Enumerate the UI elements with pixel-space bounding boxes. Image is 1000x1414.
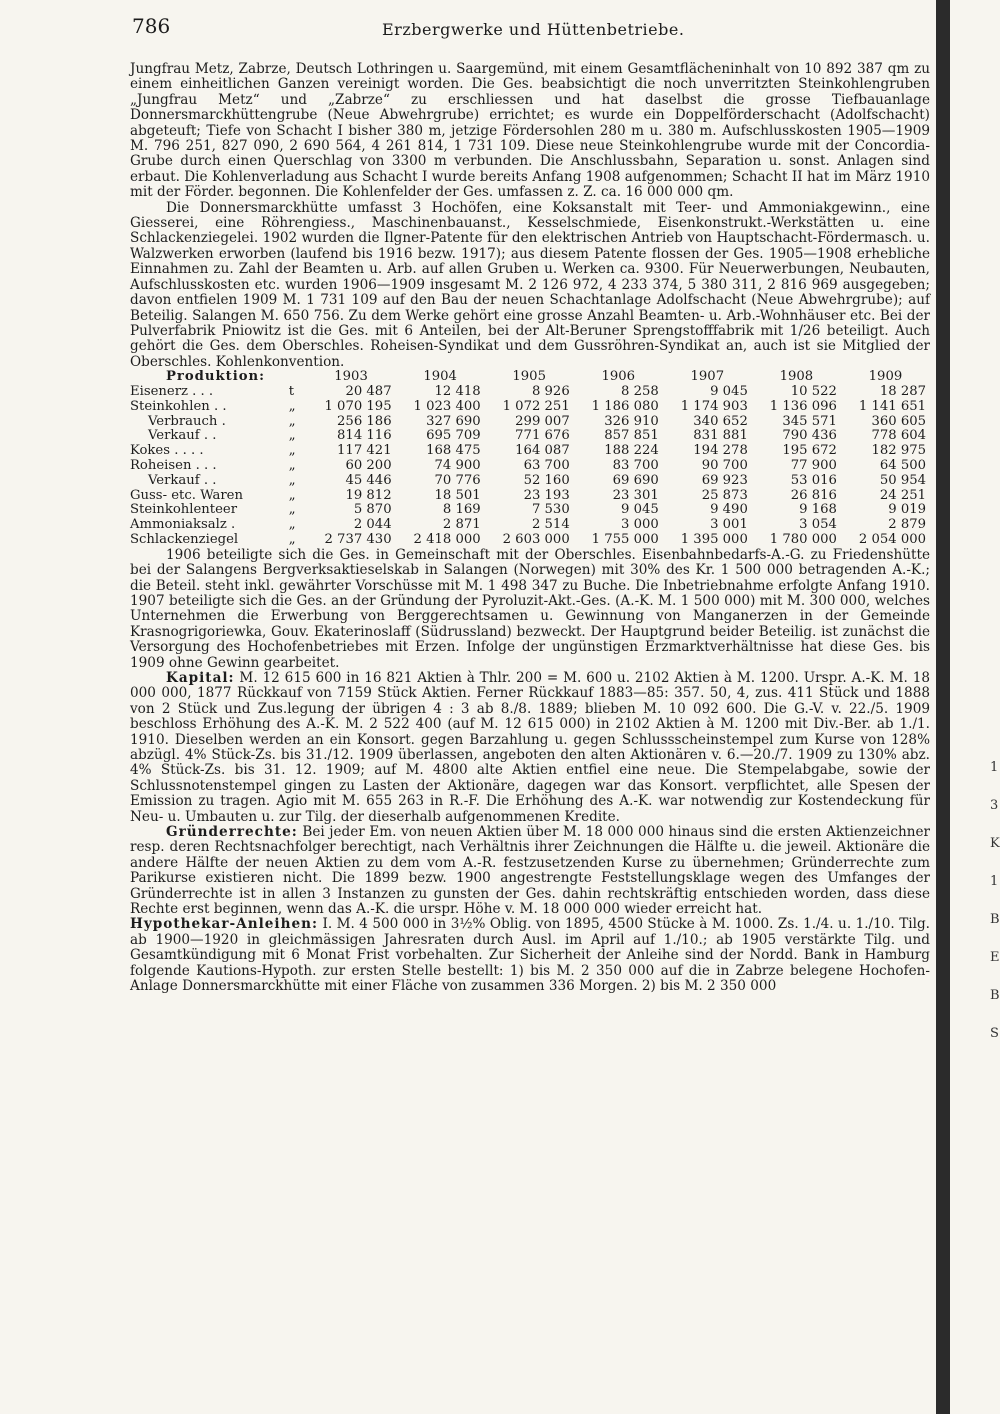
production-item: Verbrauch . (148, 413, 226, 429)
production-value: 2 514 (531, 517, 570, 533)
production-item: Ammoniaksalz . (130, 517, 236, 533)
production-value: 1 780 000 (769, 531, 837, 547)
production-item: Schlackenziegel (130, 531, 239, 547)
production-value: 360 605 (871, 413, 926, 429)
production-unit: „ (288, 472, 296, 488)
production-row (130, 444, 930, 459)
production-item: Verkauf . . (148, 428, 217, 444)
production-table (130, 370, 930, 548)
production-value: 10 522 (790, 383, 837, 399)
production-value: 3 000 (621, 517, 659, 533)
gruenderrechte-label: Gründerrechte: (166, 824, 298, 840)
year-header: 1909 (868, 369, 903, 385)
production-value: 53 016 (790, 472, 837, 488)
edge-letter: S (990, 1026, 999, 1041)
production-value: 90 700 (701, 457, 748, 473)
production-value: 8 926 (531, 383, 570, 399)
edge-letter: K (990, 836, 1000, 851)
production-value: 1 023 400 (413, 398, 481, 414)
production-value: 8 169 (442, 502, 481, 518)
production-row (130, 385, 930, 400)
production-value: 69 690 (612, 472, 659, 488)
production-value: 9 045 (621, 502, 659, 518)
production-value: 77 900 (790, 457, 837, 473)
year-header: 1906 (601, 369, 636, 385)
edge-letter: 3 (990, 798, 999, 813)
production-item: Roheisen . . . (130, 457, 217, 473)
production-value: 25 873 (701, 487, 748, 503)
paragraph-mines: Jungfrau Metz, Zabrze, Deutsch Lothringen u. Saargemünd, mit einem Gesamtflächeninhalt von 10 892 387 qm zu einem einheitlichen Ganzen vereinigt worden. Die Ges. beabsichtigt die noch unverritzten Steinkohlengruben „Jungfrau Metz“ und „Zabrze“ zu erschliessen und hat daselbst die grosse Tiefbauanlage Donnersmarckhüttengrube (Neue Abwehrgrube) errichtet; es wurde ein Doppelförderschacht (Adolfschacht) abgeteuft; Tiefe von Schacht I bisher 380 m, jetzige Fördersohlen 280 m u. 380 m. Aufschlusskosten 1905—1909 M. 796 251, 827 090, 2 690 564, 4 261 814, 1 731 109. Diese neue Steinkohlengrube wurde mit der Concordia-Grube durch einen Querschlag von 3300 m verbunden. Die Anschlussbahn, Separation u. sonst. Anlagen sind erbaut. Die Kohlenverladung aus Schacht I wurde bereits Anfang 1908 aufgenommen; Schacht II hat im März 1910 mit der Förder. begonnen. Die Kohlenfelder der Ges. umfassen z. Z. ca. 16 000 000 qm. (130, 61, 930, 201)
production-value: 194 278 (693, 443, 748, 459)
production-value: 857 851 (604, 428, 659, 444)
production-value: 1 174 903 (680, 398, 748, 414)
production-unit: „ (288, 531, 296, 547)
production-value: 70 776 (434, 472, 481, 488)
production-row (130, 459, 930, 474)
production-value: 168 475 (426, 443, 481, 459)
production-value: 24 251 (879, 487, 926, 503)
production-value: 60 200 (345, 457, 392, 473)
production-header-row (130, 370, 930, 385)
production-item: Guss- etc. Waren (130, 487, 243, 503)
paragraph-gruenderrechte (130, 825, 930, 917)
production-value: 771 676 (515, 428, 570, 444)
hypothekar-label: Hypothekar-Anleihen: (130, 916, 318, 933)
production-value: 345 571 (782, 413, 837, 429)
production-unit: „ (288, 487, 296, 503)
production-value: 814 116 (337, 428, 392, 444)
production-value: 164 087 (515, 443, 570, 459)
production-value: 50 954 (879, 472, 926, 488)
production-value: 64 500 (879, 457, 926, 473)
production-value: 18 501 (434, 487, 481, 503)
kapital-label: Kapital: (166, 669, 235, 686)
production-unit: „ (288, 398, 296, 414)
article-body (130, 62, 930, 994)
production-value: 1 141 651 (858, 398, 926, 414)
production-value: 327 690 (426, 413, 481, 429)
production-value: 19 812 (345, 487, 392, 503)
production-value: 2 054 000 (858, 531, 926, 547)
production-row (130, 474, 930, 489)
production-value: 778 604 (871, 428, 926, 444)
production-item: Steinkohlenteer (130, 502, 238, 518)
paragraph-hypothekar-anleihen (130, 917, 930, 994)
production-value: 7 530 (531, 502, 570, 518)
production-value: 23 301 (612, 487, 659, 503)
production-value: 9 045 (710, 383, 748, 399)
edge-letter: B (990, 912, 1000, 927)
paragraph-kapital (130, 671, 930, 825)
paragraph-huette: Die Donnersmarckhütte umfasst 3 Hochöfen, eine Koksanstalt mit Teer- und Ammoniakgewinn., eine Giesserei, eine Röhrengiess., Maschinenbauanst., Kesselschmiede, Eisenkonstrukt.-Werkstätten u. eine Schlackenziegelei. 1902 wurden die Ilgner-Patente für den elektrischen Antrieb von Hauptschacht-Fördermasch. u. Walzwerken erworben (laufend bis 1916 bezw. 1917); aus diesem Patente flossen der Ges. 1905—1908 erhebliche Einnahmen zu. Zahl der Beamten u. Arb. auf allen Gruben u. Werken ca. 9300. Für Neuerwerbungen, Neubauten, Aufschlusskosten etc. wurden 1906—1909 insgesamt M. 2 126 972, 4 233 374, 5 380 311, 2 816 969 ausgegeben; davon entfielen 1909 M. 1 731 109 auf den Bau der neuen Schachtanlage Adolfschacht (Neue Abwehrgrube); auf Beteilig. Salangen M. 650 756. Zu dem Werke gehört eine grosse Anzahl Beamten- u. Arb.-Wohnhäuser etc. Bei der Pulverfabrik Pniowitz ist die Ges. mit 6 Anteilen, bei der Alt-Beruner Sprengstofffabrik mit 1/26 beteiligt. Auch gehört die Ges. dem Oberschles. Roheisen-Syndikat und dem Gussröhren-Syndikat an, auch ist sie Mitglied der Oberschles. Kohlenkonvention. (130, 199, 930, 370)
production-unit: „ (288, 502, 296, 518)
production-unit: „ (288, 517, 296, 533)
production-row (130, 415, 930, 430)
production-unit: „ (288, 443, 296, 459)
production-row (130, 533, 930, 548)
production-unit: t (288, 383, 295, 399)
edge-letter: 1 (990, 760, 999, 775)
production-item: Eisenerz . . . (130, 383, 214, 399)
production-row (130, 489, 930, 504)
production-row (130, 503, 930, 518)
production-value: 831 881 (693, 428, 748, 444)
production-unit: „ (288, 457, 296, 473)
production-value: 69 923 (701, 472, 748, 488)
production-value: 2 603 000 (502, 531, 570, 547)
production-value: 23 193 (523, 487, 570, 503)
production-value: 195 672 (782, 443, 837, 459)
production-value: 9 168 (799, 502, 837, 518)
edge-letter: E (990, 950, 1000, 965)
production-value: 1 395 000 (680, 531, 748, 547)
production-value: 1 070 195 (324, 398, 392, 414)
production-value: 2 044 (353, 517, 392, 533)
production-value: 8 258 (621, 383, 659, 399)
page-number: 786 (132, 14, 171, 38)
production-value: 2 418 000 (413, 531, 481, 547)
kapital-text: M. 12 615 600 in 16 821 Aktien à Thlr. 200 = M. 600 u. 2102 Aktien à M. 1200. Urspr. A.-K. M. 18 000 000, 1877 Rückkauf von 7159 Stück Aktien. Ferner Rückkauf 1883—85: 357. 50, 4, zus. 411 Stück und 1888 von 2 Stück und Zus.legung der übrigen 4 : 3 ab 8./8. 1889; blieben M. 10 092 600. Die G.-V. v. 22./5. 1909 beschloss Erhöhung des A.-K. M. 2 522 400 (auf M. 12 615 000) in 2102 Aktien à M. 1200 mit Div.-Ber. ab 1./1. 1910. Dieselben werden an ein Konsort. gegen Barzahlung u. gegen Schlussscheinstempel zum Kurse von 128% abzügl. 4% Stück-Zs. bis 31./12. 1909 überlassen, angeboten den alten Aktionären v. 6.—20./7. 1909 zu 130% abz. 4% Stück-Zs. bis 31. 12. 1909; auf M. 4800 alte Aktien entfiel eine neue. Die Stempelabgabe, sowie der Schlussnotenstempel gingen zu Lasten der Aktionäre, dagegen war das Konsort. verpflichtet, alle Spesen der Emission zu tragen. Agio mit M. 655 263 in R.-F. Die Erhöhung des A.-K. war notwendig zur Kostendeckung für Neu- u. Umbauten u. zur Tilg. der dieserhalb aufgenommenen Kredite. (130, 669, 930, 825)
production-value: 5 870 (353, 502, 392, 518)
page-edge-shadow (936, 0, 950, 1414)
production-value: 340 652 (693, 413, 748, 429)
production-value: 299 007 (515, 413, 570, 429)
production-value: 2 879 (888, 517, 926, 533)
production-row (130, 518, 930, 533)
production-value: 52 160 (523, 472, 570, 488)
running-title: Erzbergwerke und Hüttenbetriebe. (382, 20, 685, 39)
production-row (130, 429, 930, 444)
production-value: 188 224 (604, 443, 659, 459)
production-item: Steinkohlen . . (130, 398, 227, 414)
production-value: 1 186 080 (591, 398, 659, 414)
page-header (132, 14, 932, 44)
production-value: 9 490 (710, 502, 748, 518)
production-value: 1 136 096 (769, 398, 837, 414)
production-value: 256 186 (337, 413, 392, 429)
production-value: 9 019 (888, 502, 926, 518)
production-label: Produktion: (166, 369, 265, 385)
production-value: 2 737 430 (324, 531, 392, 547)
production-value: 26 816 (790, 487, 837, 503)
production-item: Verkauf . . (148, 472, 217, 488)
production-item: Kokes . . . . (130, 443, 204, 459)
production-value: 326 910 (604, 413, 659, 429)
production-value: 20 487 (345, 383, 392, 399)
edge-letter: B (990, 988, 1000, 1003)
production-value: 790 436 (782, 428, 837, 444)
production-value: 45 446 (345, 472, 392, 488)
production-value: 695 709 (426, 428, 481, 444)
production-value: 63 700 (523, 457, 570, 473)
production-value: 74 900 (434, 457, 481, 473)
production-value: 83 700 (612, 457, 659, 473)
year-header: 1908 (779, 369, 814, 385)
production-unit: „ (288, 413, 296, 429)
production-value: 3 001 (710, 517, 748, 533)
edge-letter: 1 (990, 874, 999, 889)
production-row (130, 400, 930, 415)
hypothekar-text: I. M. 4 500 000 in 3½% Oblig. von 1895, 4500 Stücke à M. 1000. Zs. 1./4. u. 1./10. Tilg. ab 1900—1920 in gleichmässigen Jahresraten durch Ausl. im April auf 1./10.; ab 1905 verstärkte Tilg. und Gesamtkündigung mit 6 Monat Frist vorbehalten. Zur Sicherheit der Anleihe sind der Nordd. Bank in Hamburg folgende Kautions-Hypoth. zur ersten Stelle bestellt: 1) bis M. 2 350 000 auf die in Zabrze belegene Hochofen-Anlage Donnersmarckhütte mit einer Fläche von zusammen 336 Morgen. 2) bis M. 2 350 000 (130, 916, 930, 995)
paragraph-beteiligungen: 1906 beteiligte sich die Ges. in Gemeinschaft mit der Oberschles. Eisenbahnbedarfs-A.-G. zu Friedenshütte bei der Salangens Bergverksaktieselskab in Salangen (Norwegen) mit 30% des Kr. 1 500 000 betragenden A.-K.; die Beteil. steht inkl. gewährter Vorschüsse mit M. 1 498 347 zu Buche. Die Inbetriebnahme erfolgte Anfang 1910. 1907 beteiligte sich die Ges. an der Gründung der Pyroluzit-Akt.-Ges. (A.-K. M. 1 500 000) mit M. 300 000, welches Unternehmen die Erwerbung von Berggerechtsamen u. Gewinnung von Manganerzen in der Gemeinde Krasnogrigoriewka, Gouv. Ekaterinoslaff (Südrussland) bezweckt. Der Hauptgrund beider Beteilig. ist zunächst die Versorgung des Hochofenbetriebes mit Erzen. Infolge der ungünstigen Erzmarktverhältnisse hat diese Ges. bis 1909 ohne Gewinn gearbeitet. (130, 546, 930, 671)
production-value: 1 755 000 (591, 531, 659, 547)
production-value: 2 871 (442, 517, 481, 533)
production-value: 117 421 (337, 443, 392, 459)
year-header: 1903 (334, 369, 368, 385)
production-value: 18 287 (879, 383, 926, 399)
gruenderrechte-text: Bei jeder Em. von neuen Aktien über M. 18 000 000 hinaus sind die ersten Aktienzeichner resp. deren Rechtsnachfolger berechtigt, nach Verhältnis ihrer Zeichnungen die Hälfte u. die jeweil. Aktionäre die andere Hälfte der neuen Aktien zu dem vom A.-R. festzusetzenden Kurse zu übernehmen; Gründerrechte zum Parikurse existieren nicht. Die 1899 bezw. 1900 angestrengte Feststellungsklage wegen des Umfanges der Gründerrechte ist in allen 3 Instanzen zu gunsten der Ges. dahin rechtskräftig entschieden worden, dass diese Rechte erst beginnen, wenn das A.-K. die urspr. Höhe v. M. 18 000 000 wieder erreicht hat. (130, 824, 930, 918)
production-value: 12 418 (434, 383, 481, 399)
adjacent-page-margin (990, 760, 1000, 1064)
year-header: 1905 (512, 369, 546, 385)
year-header: 1907 (690, 369, 725, 385)
year-header: 1904 (423, 369, 457, 385)
production-value: 182 975 (871, 443, 926, 459)
production-value: 3 054 (799, 517, 837, 533)
production-value: 1 072 251 (502, 398, 570, 414)
production-unit: „ (288, 428, 296, 444)
production-body (130, 385, 930, 548)
